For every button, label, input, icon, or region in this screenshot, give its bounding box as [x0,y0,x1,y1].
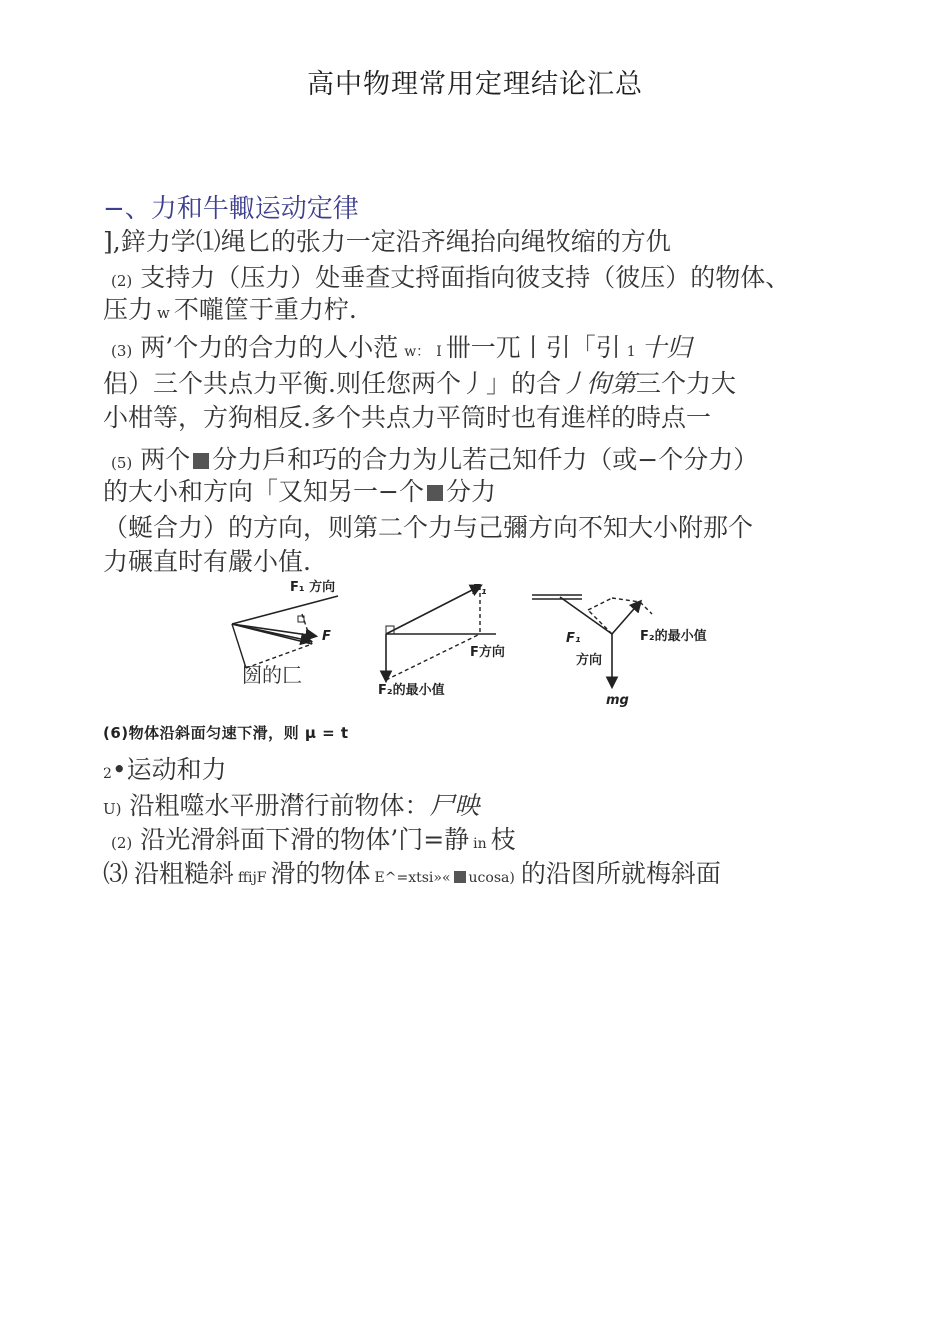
paragraph-line: 力碾直时有嚴小值. [103,547,311,576]
text-segment: I [436,344,442,360]
text-segment: 压力 [103,295,154,324]
mg-label: mg [606,693,629,708]
item-number: (2) [111,272,133,290]
text-segment: 分力戶和巧的合力为儿若己知仟力（或−个分力） [212,445,759,474]
item-number: (2) [111,834,133,852]
text-segment: 两个 [140,445,191,474]
diagram-minimum-f2 [378,583,505,698]
f2-min-arrow [612,602,640,634]
parallel-dash [386,634,480,680]
item-number: U) [103,800,122,818]
text-segment: 的大小和方向「又知另一−个 [103,477,424,506]
paragraph-item-2 [103,258,790,294]
item-number: (3) [111,342,133,360]
paragraph-item-5 [103,440,758,476]
paragraph-line [103,472,496,508]
f1-label: F₁ [472,583,487,598]
f1-arrow [386,586,480,634]
text-segment: 不嚨筐于重力柠. [173,295,357,324]
motion-item-1 [103,786,480,822]
item-6-caption: (6)物体沿斜面匀速下滑，则 μ = t [103,724,349,742]
f1-dash [588,610,612,634]
f2-min-label: F₂的最小值 [640,629,707,644]
text-segment: 分力 [445,477,496,506]
f-label: F [322,629,331,644]
parallelogram-dash [612,598,640,602]
placeholder-square-icon [193,453,209,469]
force-diagram-figure [220,576,740,716]
text-segment: w： [404,344,431,360]
side-line [232,624,246,668]
paragraph-line: （蜒合力）的方向，则第二个力与己彌方向不知大小附那个 [103,513,754,542]
text-segment: 两’个力的合力的人小范 [140,333,399,362]
text-segment: w [157,304,170,322]
parallelogram-dash [640,602,652,614]
text-segment: 沿粗噬水平册潸行前物体： [129,791,430,820]
text-segment: 沿光滑斜面下滑的物体’门=静 [140,825,470,854]
text-segment: 丿佝第 [560,369,636,398]
text-segment: 1 [626,344,636,360]
text-segment: 2 [103,766,112,782]
diagram-resultant-force [232,579,338,687]
diagram-hanging-mass [532,595,707,708]
paragraph-line: 小柑等，方狗相反.多个共点力平筒时也有進样的時点一 [103,403,711,432]
text-segment: 枝 [490,825,516,854]
f2-min-label: F₂的最小值 [378,683,445,698]
placeholder-square-icon [427,485,443,501]
text-segment: 尸映 [429,791,480,820]
motion-item-2 [103,820,516,856]
paragraph-line [103,290,357,326]
diagram-label: 圀的匚 [242,663,302,687]
text-segment: in [473,836,487,852]
section-heading-motion [103,750,227,786]
text-segment: 的沿图所就梅斜面 [520,859,721,888]
page-title: 高中物理常用定理结论汇总 [307,69,643,100]
text-segment: 三个力大 [635,369,736,398]
f1-label: F₁ [566,631,581,646]
text-segment: ucosa) [468,870,515,886]
text-segment: E^=xtsi»« [374,870,451,886]
text-segment: 卌一兀丨引「引 [445,333,621,362]
section-heading-force: −、力和牛輙运动定律 [103,194,359,224]
paragraph-line [103,364,736,400]
text-segment: •运动和力 [111,755,227,784]
item-number: (5) [111,454,133,472]
item-text: 支持力（压力）处垂查丈捋面指向彼支持（彼压）的物体、 [140,263,791,292]
f-direction-label: F方向 [470,645,505,660]
direction-label: 方向 [576,653,603,668]
text-segment: 侣）三个共点力平衡.则任您两个丿」的合 [103,369,561,398]
item-number: ⑶ [103,859,129,888]
paragraph-item-3 [103,328,692,364]
paragraph-line: ],鋅力学⑴绳匕的张力一定沿齐绳抬向绳牧缩的方仇 [103,227,671,256]
text-segment: ffijF [238,870,267,886]
text-segment: 滑的物体 [270,859,371,888]
motion-item-3 [103,854,721,890]
f1-direction-label: F₁ 方向 [290,580,336,595]
placeholder-square-icon [454,871,466,883]
f1-direction-line [232,596,338,624]
text-segment: 十归 [641,333,692,362]
parallelogram-dash [588,598,612,610]
text-segment: 沿粗糙斜 [134,859,235,888]
